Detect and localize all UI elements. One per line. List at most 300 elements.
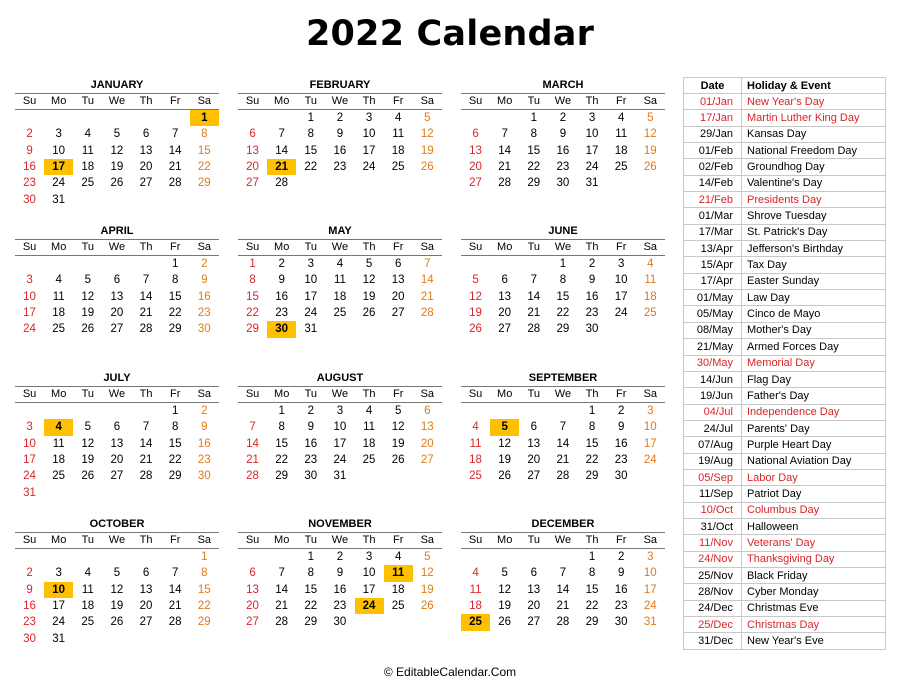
holiday-event: Armed Forces Day [742,339,886,355]
day-cell: 5 [113,128,121,141]
holiday-row [684,486,886,502]
empty-day-cell [102,485,131,501]
holiday-date: 05/Sep [684,469,742,485]
day-cell: 6 [424,405,431,417]
day-cell: 8 [307,567,315,580]
day-cell: 28 [420,307,434,320]
empty-day-cell [132,403,161,419]
empty-day-cell [548,549,577,565]
empty-day-cell [15,256,44,272]
week-row [15,436,219,452]
holiday-date: 14/Feb [684,175,742,191]
empty-day-cell [73,549,102,565]
day-cell: 25 [52,323,66,336]
week-row [238,436,442,452]
footer-copyright: © EditableCalendar.Com [383,665,517,679]
empty-day-cell [355,614,384,630]
week-row [238,452,442,468]
day-cell: 6 [472,128,479,141]
day-cell: 4 [84,128,92,141]
holiday-date: 11/Sep [684,486,742,502]
day-cell: 4 [472,567,479,580]
holiday-date: 31/Oct [684,518,742,534]
holiday-event: Veterans' Day [742,535,886,551]
empty-day-cell [636,321,665,337]
day-cell: 19 [362,290,376,303]
weekday-header: Sa [643,241,658,253]
day-cell: 15 [585,437,599,450]
day-cell: 27 [110,323,124,336]
day-cell: 12 [110,144,124,157]
day-cell: 13 [469,144,482,157]
day-cell: 16 [614,437,628,450]
empty-day-cell [15,403,44,419]
day-cell: 3 [617,258,625,270]
holiday-day-cell: 24 [355,598,384,614]
empty-day-cell [102,631,131,647]
empty-day-cell [413,175,442,191]
weekday-header: We [331,534,349,546]
day-cell: 21 [246,454,259,467]
day-cell: 17 [614,290,628,303]
empty-day-cell [296,175,325,191]
week-row [461,436,665,452]
day-cell: 12 [110,583,124,596]
day-cell: 24 [333,454,347,467]
day-cell: 8 [588,421,596,434]
weekday-header: Su [468,388,483,400]
week-row [461,549,665,565]
day-cell: 15 [527,144,541,157]
day-cell: 21 [139,454,153,467]
holiday-row [684,535,886,551]
day-cell: 21 [498,161,512,174]
day-cell: 12 [420,128,434,141]
day-cell: 1 [249,258,256,270]
empty-day-cell [267,549,296,565]
day-cell: 13 [246,144,259,157]
day-cell: 27 [498,323,512,336]
day-cell: 17 [643,437,657,450]
holiday-event: Purple Heart Day [742,437,886,453]
day-cell: 16 [197,437,211,450]
day-cell: 15 [197,583,211,596]
empty-day-cell [548,403,577,419]
day-cell: 20 [139,161,153,174]
day-cell: 27 [139,616,153,629]
day-cell: 23 [614,454,628,467]
weekday-header: Tu [304,388,318,400]
day-cell: 24 [643,600,657,613]
day-cell: 24 [304,307,318,320]
week-row [238,549,442,565]
day-cell: 30 [614,616,628,629]
day-cell: 26 [469,323,482,336]
day-cell: 5 [424,551,431,563]
day-cell: 20 [420,437,434,450]
month-july [15,370,219,501]
day-cell: 28 [168,177,182,190]
day-cell: 2 [336,112,344,124]
holiday-date: 19/Aug [684,453,742,469]
day-cell: 6 [501,274,508,287]
day-cell: 17 [585,144,599,157]
day-cell: 13 [110,290,124,303]
empty-day-cell [132,110,161,126]
day-cell: 23 [585,307,599,320]
week-row [461,305,665,321]
weekday-header: We [331,388,349,400]
day-cell: 4 [365,405,373,417]
month-august [238,370,442,485]
day-cell: 7 [559,567,567,580]
holiday-date: 24/Dec [684,600,742,616]
week-row [15,272,219,288]
day-cell: 2 [201,405,208,417]
month-name: JANUARY [90,79,144,91]
day-cell: 6 [113,421,121,434]
week-row [238,468,442,484]
day-cell: 14 [420,274,434,287]
weekday-header: Th [585,241,599,253]
week-row [238,305,442,321]
day-cell: 22 [197,161,211,174]
weekday-header-row [15,93,219,110]
weekday-header: Mo [497,534,513,546]
day-cell: 3 [365,551,373,563]
day-cell: 24 [362,161,376,174]
day-cell: 19 [498,454,512,467]
day-cell: 30 [23,632,36,645]
holiday-event: Groundhog Day [742,159,886,175]
empty-day-cell [490,256,519,272]
day-cell: 16 [556,144,570,157]
week-row [461,321,665,337]
day-cell: 26 [81,470,95,483]
weekday-header: Th [139,241,153,253]
empty-day-cell [161,549,190,565]
day-cell: 15 [275,437,289,450]
weekday-header: We [554,534,572,546]
holiday-row [684,159,886,175]
day-cell: 27 [527,616,541,629]
holiday-event: Presidents Day [742,192,886,208]
day-cell: 9 [201,274,208,287]
day-cell: 29 [527,177,541,190]
month-april [15,223,219,338]
holiday-event: Cyber Monday [742,584,886,600]
day-cell: 1 [171,405,179,417]
day-cell: 29 [275,470,289,483]
day-cell: 11 [333,274,346,287]
weekday-header: Tu [81,241,95,253]
day-cell: 3 [365,112,373,124]
day-cell: 14 [556,583,570,596]
day-cell: 20 [246,161,259,174]
day-cell: 21 [420,290,434,303]
weekday-header: Fr [392,388,404,400]
weekday-header: Fr [392,241,404,253]
day-cell: 27 [420,454,434,467]
week-row [238,175,442,191]
empty-day-cell [636,175,665,191]
holiday-date: 04/Jul [684,404,742,420]
day-cell: 29 [168,470,182,483]
weekday-header-row [238,386,442,403]
holiday-event: Labor Day [742,469,886,485]
weekday-header: Su [22,241,37,253]
day-cell: 2 [617,551,625,563]
day-cell: 4 [617,112,625,124]
day-cell: 11 [469,437,482,450]
day-cell: 17 [23,307,36,320]
weekday-header: Mo [274,241,290,253]
day-cell: 16 [275,290,289,303]
holiday-row [684,110,886,126]
holiday-row [684,617,886,633]
week-row [15,289,219,305]
weekday-header: We [331,241,349,253]
day-cell: 2 [26,567,33,580]
day-cell: 12 [498,583,512,596]
day-cell: 2 [336,551,344,563]
day-cell: 19 [469,307,482,320]
day-cell: 19 [110,600,124,613]
day-cell: 15 [197,144,211,157]
day-cell: 23 [23,177,36,190]
day-cell: 26 [110,177,124,190]
day-cell: 9 [278,274,285,287]
day-cell: 5 [84,274,92,287]
weekday-header: Fr [615,95,627,107]
day-cell: 30 [333,616,347,629]
day-cell: 6 [249,128,256,141]
day-cell: 8 [201,567,208,580]
weekday-header: Sa [197,388,212,400]
day-cell: 28 [168,616,182,629]
holiday-event: Christmas Eve [742,600,886,616]
month-june [461,223,665,338]
empty-day-cell [102,192,131,208]
empty-day-cell [490,403,519,419]
day-cell: 27 [527,470,541,483]
day-cell: 25 [614,161,628,174]
empty-day-cell [384,175,413,191]
weekday-header: Th [362,388,376,400]
weekday-header: Th [139,534,153,546]
day-cell: 10 [23,290,36,303]
holiday-date: 24/Nov [684,551,742,567]
day-cell: 22 [556,307,570,320]
day-cell: 14 [275,144,289,157]
day-cell: 6 [394,258,402,270]
holiday-date: 17/Apr [684,273,742,289]
day-cell: 12 [81,290,95,303]
day-cell: 13 [527,437,541,450]
holiday-event: Christmas Day [742,617,886,633]
day-cell: 2 [588,258,596,270]
day-cell: 26 [420,600,434,613]
day-cell: 15 [304,144,318,157]
day-cell: 3 [55,567,62,580]
week-row [15,126,219,142]
holiday-row [684,241,886,257]
holiday-event: Independence Day [742,404,886,420]
holiday-event: Mother's Day [742,322,886,338]
day-cell: 14 [246,437,259,450]
day-cell: 7 [278,567,285,580]
weekday-header: Tu [527,534,541,546]
weekday-header: Fr [615,388,627,400]
day-cell: 5 [394,405,402,417]
holiday-row [684,469,886,485]
holiday-date: 07/Aug [684,437,742,453]
day-cell: 23 [333,600,347,613]
holiday-row [684,273,886,289]
empty-day-cell [413,468,442,484]
day-cell: 25 [362,454,376,467]
holiday-event: Cinco de Mayo [742,306,886,322]
holiday-row [684,94,886,110]
day-cell: 25 [81,177,95,190]
day-cell: 30 [304,470,318,483]
day-cell: 18 [362,437,376,450]
holiday-event: Jefferson's Birthday [742,241,886,257]
day-cell: 21 [527,307,541,320]
day-cell: 27 [139,177,153,190]
day-cell: 10 [585,128,599,141]
day-cell: 2 [559,112,567,124]
empty-day-cell [102,403,131,419]
empty-day-cell [73,110,102,126]
empty-day-cell [102,256,131,272]
weekday-header: Fr [615,241,627,253]
holiday-event: Black Friday [742,567,886,583]
day-cell: 10 [362,128,376,141]
day-cell: 7 [142,274,150,287]
day-cell: 7 [559,421,567,434]
day-cell: 25 [81,616,95,629]
empty-day-cell [73,631,102,647]
holiday-table-header [684,78,886,94]
holiday-event: New Year's Day [742,94,886,110]
day-cell: 10 [52,144,66,157]
day-cell: 11 [81,583,94,596]
weekday-header: Su [22,534,37,546]
day-cell: 9 [26,144,33,157]
day-cell: 16 [304,437,318,450]
week-row [238,565,442,581]
day-cell: 4 [84,567,92,580]
day-cell: 26 [420,161,434,174]
weekday-header: Mo [497,95,513,107]
month-name: MAY [328,225,352,237]
day-cell: 7 [278,128,285,141]
weekday-header: Mo [274,388,290,400]
day-cell: 31 [333,470,347,483]
day-cell: 5 [113,567,121,580]
holiday-row [684,322,886,338]
weekday-header: Mo [51,388,67,400]
day-cell: 30 [614,470,628,483]
holiday-date: 10/Oct [684,502,742,518]
day-cell: 12 [498,437,512,450]
day-cell: 13 [246,583,259,596]
empty-day-cell [132,256,161,272]
day-cell: 26 [362,307,376,320]
weekday-header: Mo [497,241,513,253]
week-row [238,159,442,175]
holiday-date: 11/Nov [684,535,742,551]
day-cell: 25 [52,470,66,483]
day-cell: 7 [424,258,431,270]
day-cell: 13 [110,437,124,450]
holiday-date: 05/May [684,306,742,322]
day-cell: 22 [197,600,211,613]
day-cell: 7 [501,128,508,141]
month-december [461,516,665,631]
day-cell: 7 [530,274,538,287]
holiday-event: Parents' Day [742,420,886,436]
day-cell: 23 [197,454,211,467]
holiday-row [684,404,886,420]
holiday-row [684,502,886,518]
holiday-row [684,371,886,387]
week-row [238,289,442,305]
day-cell: 1 [171,258,179,270]
day-cell: 19 [498,600,512,613]
day-cell: 5 [365,258,373,270]
week-row [461,272,665,288]
day-cell: 21 [556,454,570,467]
month-name: JUNE [548,225,578,237]
empty-day-cell [132,192,161,208]
day-cell: 15 [246,290,259,303]
day-cell: 28 [556,616,570,629]
day-cell: 4 [472,421,479,434]
empty-day-cell [161,110,190,126]
weekday-header: We [108,95,126,107]
day-cell: 4 [394,112,402,124]
weekday-header: Fr [169,241,181,253]
day-cell: 18 [81,600,95,613]
weekday-header: We [554,388,572,400]
weekday-header: Sa [420,388,435,400]
holiday-event: Thanksgiving Day [742,551,886,567]
day-cell: 1 [307,112,315,124]
day-cell: 23 [23,616,36,629]
weekday-header: Sa [197,241,212,253]
day-cell: 8 [307,128,315,141]
day-cell: 3 [647,405,654,417]
week-row [238,256,442,272]
holiday-row [684,388,886,404]
weekday-header: Tu [81,95,95,107]
weekday-header-row [238,239,442,256]
holiday-day-cell: 1 [190,110,219,126]
holiday-row [684,192,886,208]
day-cell: 27 [246,616,259,629]
day-cell: 29 [168,323,182,336]
day-cell: 31 [23,486,36,499]
day-cell: 7 [171,567,179,580]
day-cell: 26 [498,616,512,629]
month-january [15,77,219,208]
empty-day-cell [355,468,384,484]
day-cell: 12 [81,437,95,450]
day-cell: 19 [643,144,657,157]
weekday-header-row [15,532,219,549]
